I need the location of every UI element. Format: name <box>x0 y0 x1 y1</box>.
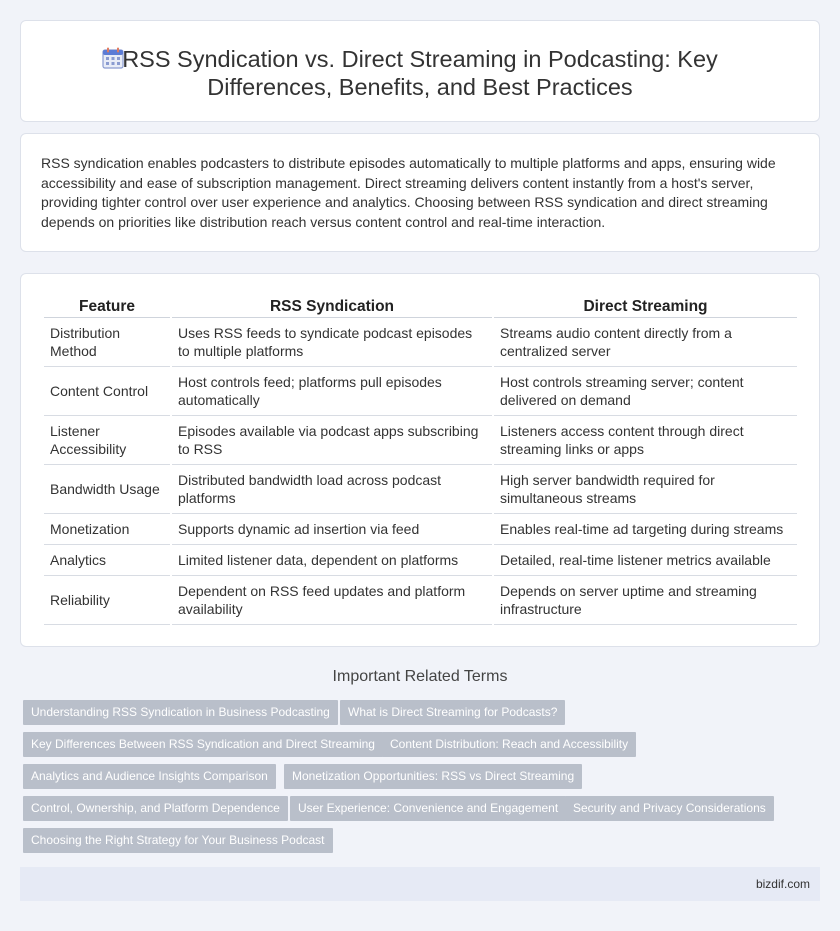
rss-cell: Supports dynamic ad insertion via feed <box>172 514 492 545</box>
related-term-link[interactable]: Control, Ownership, and Platform Dependence <box>23 796 288 821</box>
feature-cell: Bandwidth Usage <box>44 465 170 514</box>
page-title-line-2: Differences, Benefits, and Best Practices <box>207 74 633 100</box>
rss-cell: Limited listener data, dependent on platforms <box>172 545 492 576</box>
header-rss-syndication: RSS Syndication <box>172 296 492 318</box>
feature-cell: Listener Accessibility <box>44 416 170 465</box>
related-term-link[interactable]: Security and Privacy Considerations <box>565 796 774 821</box>
table-row <box>44 318 797 367</box>
page-title <box>21 45 819 101</box>
streaming-cell: Listeners access content through direct streaming links or apps <box>494 416 797 465</box>
streaming-cell: Detailed, real-time listener metrics available <box>494 545 797 576</box>
intro-paragraph: RSS syndication enables podcasters to distribute episodes automatically to multiple platforms and apps, ensuring wide accessibility and ease of subscription management. Direct streaming delivers content instantly from a host's server, providing tighter control over user experience and analytics. Choosing between RSS syndication and direct streaming depends on priorities like distribution reach versus content control and real-time interaction. <box>41 155 776 230</box>
table-row <box>44 576 797 625</box>
related-term-link[interactable]: Analytics and Audience Insights Comparison <box>23 764 276 789</box>
table-header-row <box>44 296 797 318</box>
related-terms-title: Important Related Terms <box>332 668 508 685</box>
streaming-cell: Host controls streaming server; content delivered on demand <box>494 367 797 416</box>
related-term-link[interactable]: Key Differences Between RSS Syndication and Direct Streaming <box>23 732 383 757</box>
rss-cell: Dependent on RSS feed updates and platform availability <box>172 576 492 625</box>
feature-cell: Distribution Method <box>44 318 170 367</box>
footer <box>20 867 820 901</box>
related-term-link[interactable]: Understanding RSS Syndication in Business Podcasting <box>23 700 338 725</box>
related-term-link[interactable]: User Experience: Convenience and Engagement <box>290 796 566 821</box>
table-row <box>44 514 797 545</box>
streaming-cell: High server bandwidth required for simultaneous streams <box>494 465 797 514</box>
title-card <box>20 20 820 122</box>
intro-card <box>20 133 820 252</box>
streaming-cell: Enables real-time ad targeting during streams <box>494 514 797 545</box>
rss-cell: Distributed bandwidth load across podcast platforms <box>172 465 492 514</box>
table-row <box>44 545 797 576</box>
streaming-cell: Streams audio content directly from a centralized server <box>494 318 797 367</box>
page-title-line-1: RSS Syndication vs. Direct Streaming in Podcasting: Key <box>122 46 718 72</box>
feature-cell: Reliability <box>44 576 170 625</box>
table-row <box>44 367 797 416</box>
header-feature: Feature <box>44 296 170 318</box>
feature-cell: Analytics <box>44 545 170 576</box>
rss-cell: Episodes available via podcast apps subscribing to RSS <box>172 416 492 465</box>
feature-cell: Content Control <box>44 367 170 416</box>
feature-cell: Monetization <box>44 514 170 545</box>
comparison-table-card <box>20 273 820 647</box>
rss-cell: Uses RSS feeds to syndicate podcast episodes to multiple platforms <box>172 318 492 367</box>
table-row <box>44 416 797 465</box>
streaming-cell: Depends on server uptime and streaming infrastructure <box>494 576 797 625</box>
related-term-link[interactable]: What is Direct Streaming for Podcasts? <box>340 700 565 725</box>
comparison-table <box>42 296 799 625</box>
related-term-link[interactable]: Choosing the Right Strategy for Your Business Podcast <box>23 828 333 853</box>
rss-cell: Host controls feed; platforms pull episodes automatically <box>172 367 492 416</box>
related-term-link[interactable]: Monetization Opportunities: RSS vs Direct Streaming <box>284 764 582 789</box>
header-direct-streaming: Direct Streaming <box>494 296 797 318</box>
footer-site-link[interactable]: bizdif.com <box>755 877 810 891</box>
table-row <box>44 465 797 514</box>
related-term-link[interactable]: Content Distribution: Reach and Accessibility <box>382 732 636 757</box>
